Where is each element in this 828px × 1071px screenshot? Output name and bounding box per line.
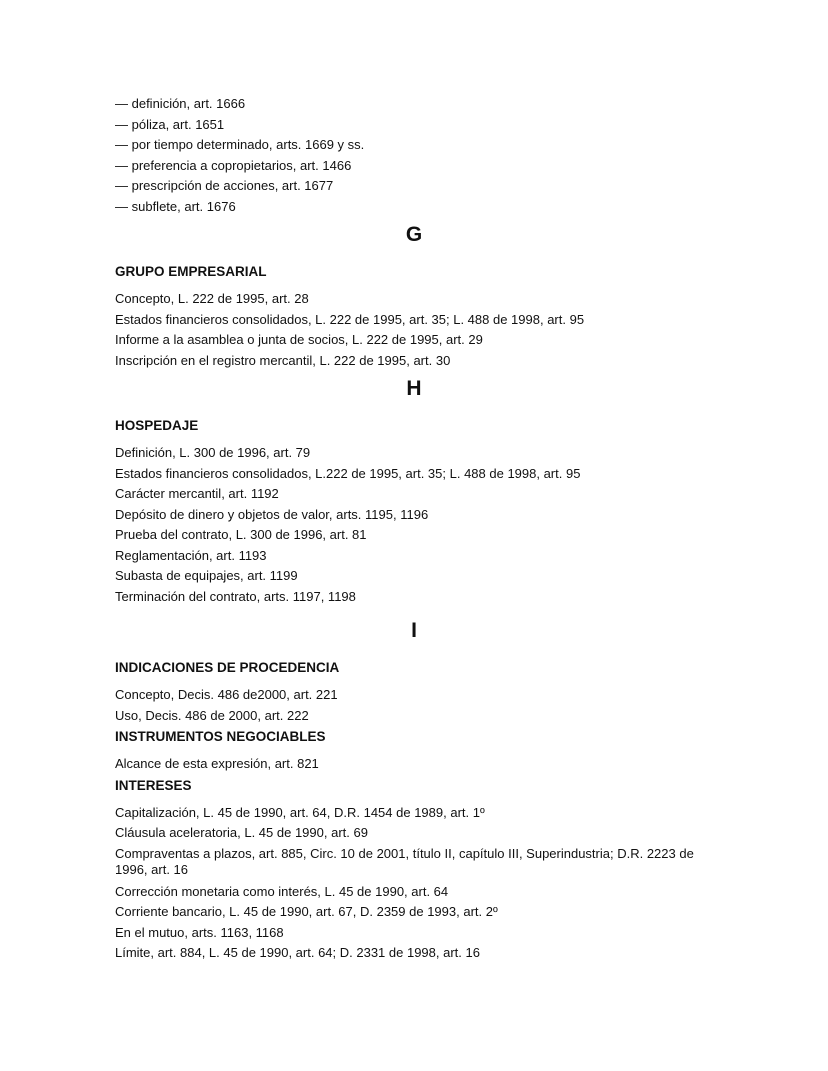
entry-heading-instrumentos-negociables: INSTRUMENTOS NEGOCIABLES bbox=[115, 729, 326, 744]
list-item: — definición, art. 1666 bbox=[115, 96, 246, 111]
list-item: Compraventas a plazos, art. 885, Circ. 10 de 2001, título II, capítulo III, Superindustria; D.R. 2223 de 1996, art. 16 bbox=[115, 845, 694, 877]
list-item: Reglamentación, art. 1193 bbox=[115, 547, 267, 563]
list-item: Concepto, Decis. 486 de2000, art. 221 bbox=[115, 687, 338, 702]
list-item: Corrección monetaria como interés, L. 45 de 1990, art. 64 bbox=[115, 883, 449, 899]
list-item: Alcance de esta expresión, art. 821 bbox=[115, 756, 319, 771]
section-letter-h: H bbox=[406, 377, 422, 400]
list-item: En el mutuo, arts. 1163, 1168 bbox=[115, 924, 284, 940]
intereses-list bbox=[115, 803, 725, 964]
list-item: Prueba del contrato, L. 300 de 1996, art. 81 bbox=[115, 527, 367, 542]
list-item: Estados financieros consolidados, L.222 de 1995, art. 35; L. 488 de 1998, art. 95 bbox=[115, 465, 581, 481]
intro-list bbox=[115, 94, 725, 217]
list-item: Límite, art. 884, L. 45 de 1990, art. 64; D. 2331 de 1998, art. 16 bbox=[115, 945, 480, 960]
list-item: — póliza, art. 1651 bbox=[115, 116, 225, 132]
instrumentos-list bbox=[115, 754, 725, 775]
list-item: Terminación del contrato, arts. 1197, 1198 bbox=[115, 588, 356, 604]
list-item: — subflete, art. 1676 bbox=[115, 198, 236, 214]
entry-heading-indicaciones-de-procedencia: INDICACIONES DE PROCEDENCIA bbox=[115, 660, 340, 675]
list-item: — por tiempo determinado, arts. 1669 y ss. bbox=[115, 137, 365, 152]
list-item: Capitalización, L. 45 de 1990, art. 64, D.R. 1454 de 1989, art. 1º bbox=[115, 804, 485, 820]
hospedaje-list bbox=[115, 443, 725, 607]
list-item: Depósito de dinero y objetos de valor, arts. 1195, 1196 bbox=[115, 506, 429, 522]
list-item: Informe a la asamblea o junta de socios, L. 222 de 1995, art. 29 bbox=[115, 332, 483, 347]
grupo-empresarial-list bbox=[115, 289, 725, 371]
entry-heading-grupo-empresarial: GRUPO EMPRESARIAL bbox=[115, 264, 267, 279]
list-item: Corriente bancario, L. 45 de 1990, art. 67, D. 2359 de 1993, art. 2º bbox=[115, 904, 498, 919]
section-letter-i: I bbox=[411, 619, 417, 642]
indicaciones-list bbox=[115, 685, 725, 726]
list-item: — preferencia a copropietarios, art. 1466 bbox=[115, 157, 352, 173]
entry-heading-hospedaje: HOSPEDAJE bbox=[115, 418, 199, 433]
list-item: Carácter mercantil, art. 1192 bbox=[115, 486, 279, 501]
list-item: Estados financieros consolidados, L. 222 de 1995, art. 35; L. 488 de 1998, art. 95 bbox=[115, 311, 585, 327]
list-item: Concepto, L. 222 de 1995, art. 28 bbox=[115, 291, 309, 306]
index-page bbox=[115, 94, 725, 964]
list-item: Cláusula aceleratoria, L. 45 de 1990, art. 69 bbox=[115, 825, 368, 840]
list-item: — prescripción de acciones, art. 1677 bbox=[115, 178, 334, 193]
entry-heading-intereses: INTERESES bbox=[115, 777, 192, 793]
list-item: Inscripción en el registro mercantil, L. 222 de 1995, art. 30 bbox=[115, 352, 451, 368]
list-item: Definición, L. 300 de 1996, art. 79 bbox=[115, 445, 311, 460]
section-letter-g: G bbox=[405, 223, 423, 246]
list-item: Uso, Decis. 486 de 2000, art. 222 bbox=[115, 707, 309, 723]
list-item: Subasta de equipajes, art. 1199 bbox=[115, 568, 298, 583]
